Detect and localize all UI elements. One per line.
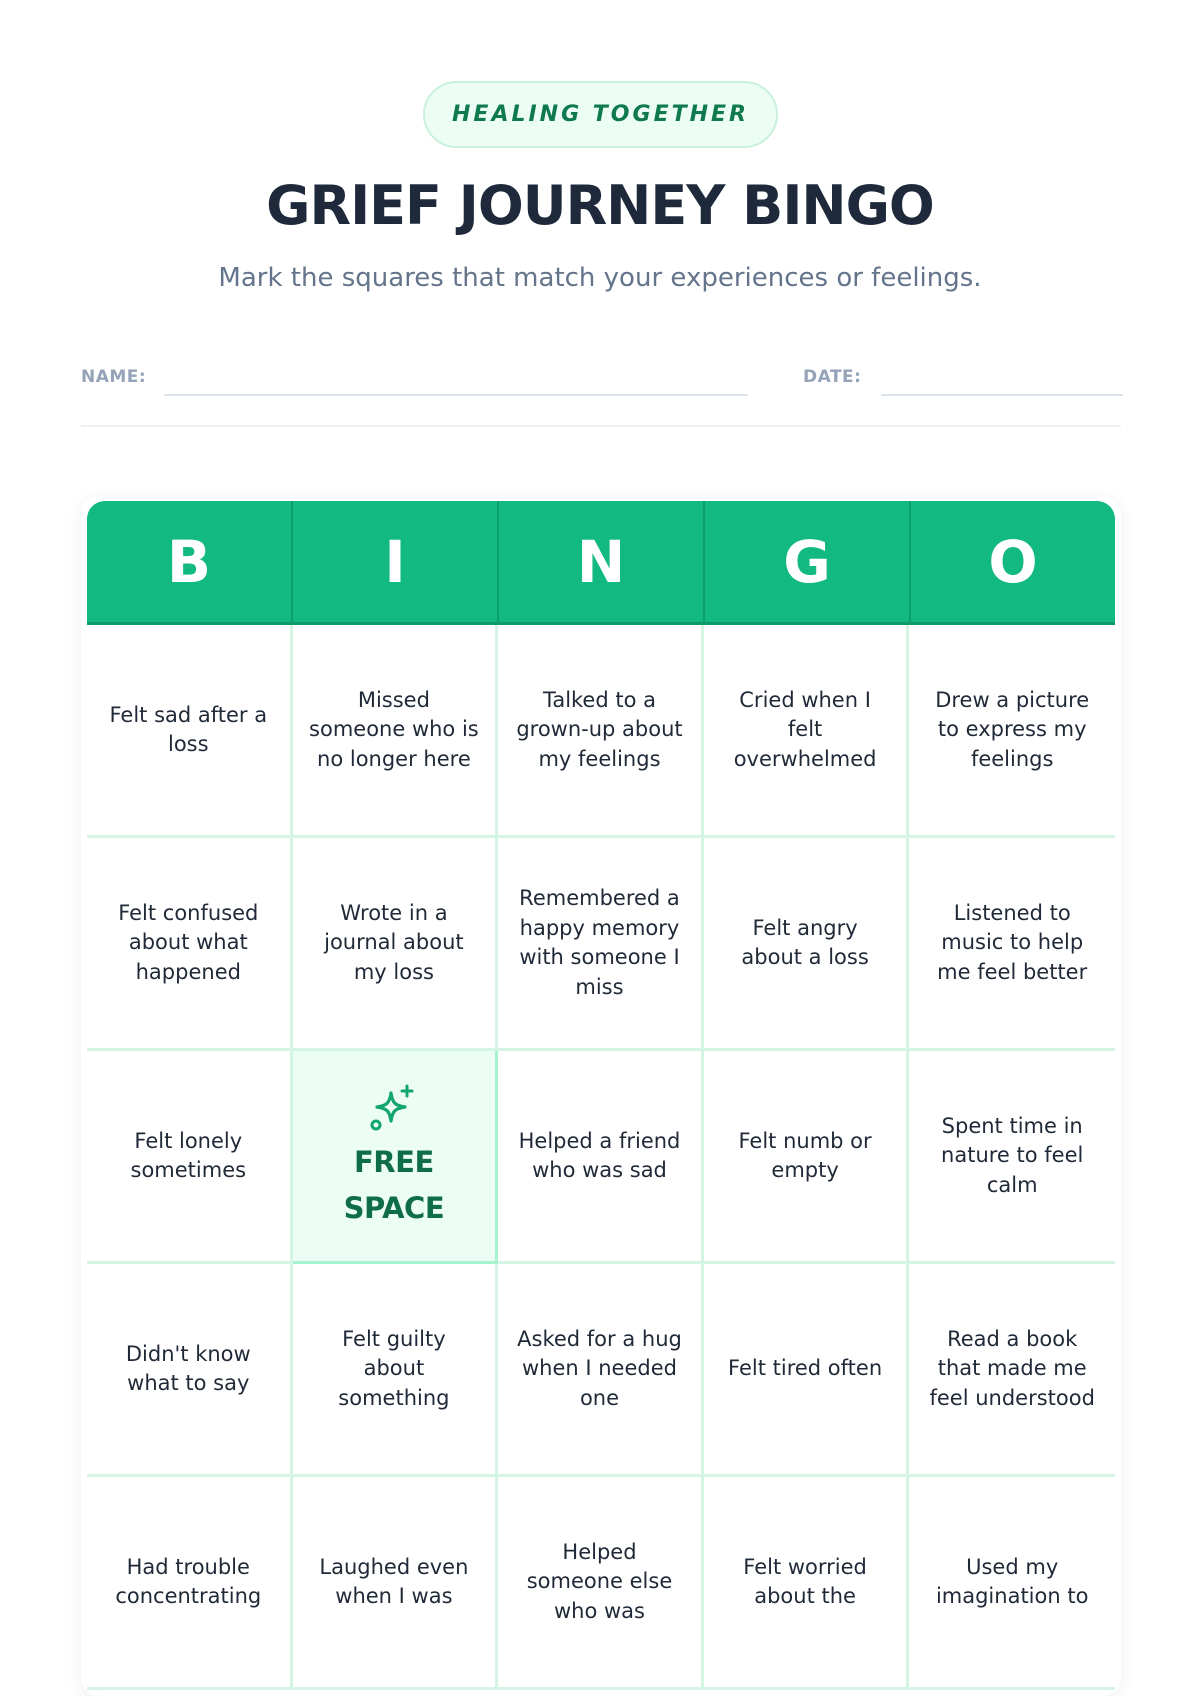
header-letter-o: O [988,527,1038,596]
bingo-square[interactable]: Missed someone who is no longer here [293,625,499,838]
bingo-square[interactable]: Cried when I felt overwhelmed [704,625,910,838]
bingo-square[interactable]: Felt guilty about something [293,1264,499,1477]
bingo-square[interactable]: Used my imagination to [909,1477,1115,1690]
header-letter-n: N [499,501,705,622]
bingo-square[interactable]: Laughed even when I was [293,1477,499,1690]
bingo-square[interactable]: Talked to a grown-up about my feelings [498,625,704,838]
bingo-grid [87,625,1115,1690]
bingo-square[interactable]: Listened to music to help me feel better [909,838,1115,1051]
bingo-square[interactable]: Helped a friend who was sad [498,1051,704,1264]
bingo-square[interactable]: Felt lonely sometimes [87,1051,293,1264]
bingo-header-row [87,501,1115,622]
free-space-label-line1: FREE [354,1145,434,1179]
bingo-square[interactable]: Felt worried about the [704,1477,910,1690]
sparkle-icon [367,1081,421,1135]
divider [81,425,1121,427]
bingo-square[interactable]: Remembered a happy memory with someone I miss [498,838,704,1051]
bingo-square[interactable]: Asked for a hug when I needed one [498,1264,704,1477]
free-space-label-line2: SPACE [343,1191,445,1225]
bingo-square[interactable]: Had trouble concentrating [87,1477,293,1690]
bingo-square[interactable]: Felt confused about what happened [87,838,293,1051]
bingo-square[interactable]: Drew a picture to express my feelings [909,625,1115,838]
free-space-square[interactable] [293,1051,499,1264]
header-letter-i: I [293,501,499,622]
bingo-square[interactable]: Wrote in a journal about my loss [293,838,499,1051]
name-field[interactable] [164,394,748,396]
bingo-square[interactable]: Felt angry about a loss [704,838,910,1051]
bingo-square[interactable]: Felt sad after a loss [87,625,293,838]
page-subtitle: Mark the squares that match your experiences or feelings. [218,263,982,293]
bingo-square[interactable]: Read a book that made me feel understood [909,1264,1115,1477]
name-label: NAME: [81,367,147,387]
bingo-square[interactable]: Didn't know what to say [87,1264,293,1477]
date-field[interactable] [881,394,1123,396]
page-title: GRIEF JOURNEY BINGO [266,174,934,237]
bingo-square[interactable]: Spent time in nature to feel calm [909,1051,1115,1264]
bingo-square[interactable]: Helped someone else who was [498,1477,704,1690]
header-letter-g: G [705,501,911,622]
header-letter-b: B [87,501,293,622]
header-badge: HEALING TOGETHER [423,81,778,148]
date-label: DATE: [803,367,862,387]
bingo-square[interactable]: Felt numb or empty [704,1051,910,1264]
bingo-board [87,501,1115,1690]
bingo-square[interactable]: Felt tired often [704,1264,910,1477]
